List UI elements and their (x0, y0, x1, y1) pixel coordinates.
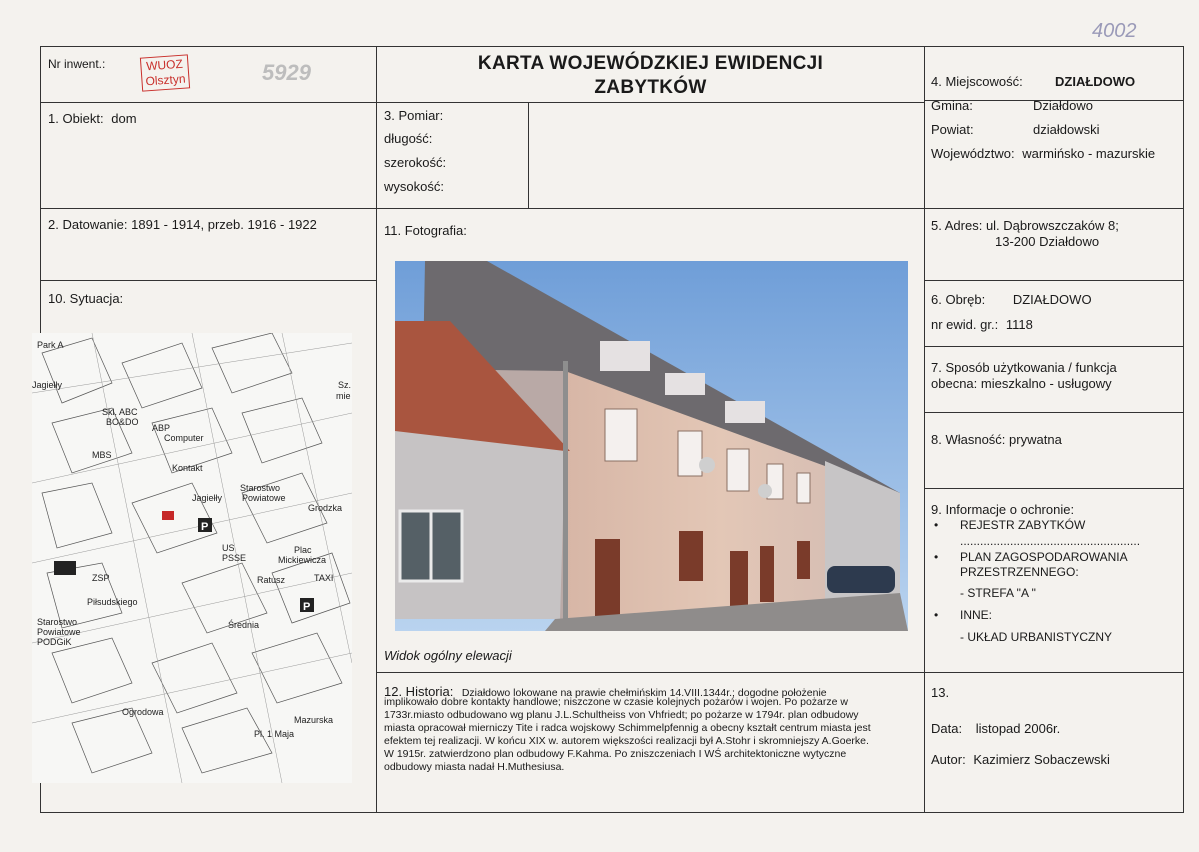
history-line-2: implikowało dobre kontakty handlowe; niszczone w czasie kolejnych pożarów i wojen. Po pożarze w (384, 696, 848, 708)
frame-right (1183, 46, 1184, 813)
map-label-22: Mazurska (294, 715, 334, 725)
map-label-28: Jagiełły (192, 493, 223, 503)
frame-bottom (40, 812, 1184, 813)
map-label-13: Ratusz (257, 575, 286, 585)
map-label-17: ZSP (92, 573, 110, 583)
ownership-value: prywatna (1009, 432, 1062, 447)
history-line-3: 1733r.miasto odbudowano wg planu J.L.Schultheiss von Vhfriedt; po pożarze w 1794r. plan odbudowy (384, 709, 859, 721)
plot-value: 1118 (1005, 317, 1033, 332)
measurement-block (384, 108, 446, 203)
history-line-4: miasta opracował mierniczy Tite i radca wojskowy Schimmelpfennig a obecny kształt centrum miasta jest (384, 722, 871, 734)
map-label-18: Piłsudskiego (87, 597, 138, 607)
protection-item-2-sub: - STREFA "A " (960, 586, 1036, 600)
map-label-10: Powiatowe (242, 493, 286, 503)
title-line-1: KARTA WOJEWÓDZKIEJ EWIDENCJI (477, 53, 824, 74)
protection-label: 9. Informacje o ochronie: (931, 502, 1075, 517)
inventory-label: Nr inwent.: (48, 57, 106, 71)
usage-line-1: 7. Sposób użytkowania / funkcja (931, 360, 1117, 375)
map-label-19: Starostwo (37, 617, 78, 627)
history-label: 12. Historia: (384, 684, 454, 699)
length-label: długość: (384, 131, 433, 146)
row-line-2 (40, 208, 1184, 209)
woj-value: warmińsko - mazurskie (1022, 146, 1156, 161)
width-label: szerokość: (384, 155, 447, 170)
dating-value: 1891 - 1914, przeb. 1916 - 1922 (131, 217, 317, 232)
address-block (931, 218, 1119, 250)
usage-block (931, 360, 1117, 392)
usage-value: mieszkalno - usługowy (980, 376, 1112, 391)
map-label-7: MBS (92, 450, 112, 460)
facade-photo (395, 261, 908, 631)
date-value: listopad 2006r. (975, 721, 1061, 736)
map-label-23: Pl. 1 Maja (254, 729, 295, 739)
map-label-6: Computer (164, 433, 204, 443)
row-line-5r (924, 412, 1184, 413)
map-label-9: Starostwo (240, 483, 281, 493)
map-label-27: Grodzka (308, 503, 343, 513)
inventory-number: 5929 (262, 60, 311, 85)
protection-item-3-sub: - UKŁAD URBANISTYCZNY (960, 630, 1113, 644)
woj-label: Województwo: (931, 146, 1015, 161)
protection-list (960, 518, 1180, 645)
protection-item-3-text: INNE: (960, 608, 993, 622)
map-label-24: Ogrodowa (122, 707, 164, 717)
archive-number: 4002 (1092, 20, 1137, 42)
map-label-12: Mickiewicza (278, 555, 327, 565)
powiat-label: Powiat: (931, 122, 974, 137)
gmina-label: Gmina: (931, 98, 973, 113)
map-label-1: Park A (37, 340, 64, 350)
usage-label: obecna: (931, 376, 978, 391)
row-line-3 (40, 280, 377, 281)
protection-item-2-line-2: PRZESTRZENNEGO: (960, 565, 1079, 579)
frame-top (40, 46, 1184, 47)
date-field (931, 721, 1060, 737)
row-line-1 (40, 102, 925, 103)
photo-label: 11. Fotografia: (384, 223, 467, 238)
svg-text:P: P (303, 601, 311, 613)
dating-label: 2. Datowanie: (48, 217, 128, 232)
stamp-line-2: Olsztyn (145, 71, 186, 89)
address-label: 5. Adres: (931, 218, 983, 233)
history-line-6: W 1915r. zatwierdzono plan odbudowy F.Kahma. Po zniszczeniach I WŚ architektoniczne wytyczne (384, 748, 847, 760)
location-block (931, 74, 1181, 170)
row-line-3r (924, 280, 1184, 281)
divider-col1 (376, 46, 377, 813)
precinct-label: 6. Obręb: (931, 292, 986, 307)
protection-item-2-line-1: • PLAN ZAGOSPODAROWANIA (960, 550, 1128, 564)
map-label-25: Sz. (338, 380, 352, 390)
situation-label: 10. Sytuacja: (48, 291, 124, 306)
powiat-value: działdowski (1033, 122, 1100, 137)
protection-dots: ...................................................... (960, 534, 1141, 548)
stamp-line-1: WUOZ (145, 56, 184, 74)
address-line-1: ul. Dąbrowszczaków 8; (985, 218, 1119, 233)
ownership-field (931, 432, 1062, 448)
object-label: 1. Obiekt: (48, 111, 104, 126)
map-label-16: PSSE (222, 553, 247, 563)
wuoz-stamp (140, 54, 190, 91)
map-label-14: TAXI (314, 573, 334, 583)
gmina-value: Działdowo (1033, 98, 1093, 113)
row-line-7 (376, 672, 1184, 673)
title-line-2: ZABYTKÓW (594, 77, 707, 98)
divider-measure (528, 102, 529, 208)
protection-item-register (960, 518, 1180, 534)
object-field (48, 111, 137, 127)
precinct-value: DZIAŁDOWO (1012, 292, 1092, 307)
map-label-29: Średnia (228, 620, 260, 630)
row-line-4r (924, 346, 1184, 347)
dating-field (48, 217, 317, 233)
author-field (931, 752, 1110, 768)
map-label-26: mie (336, 391, 351, 401)
history-line-1: Działdowo lokowane na prawie chełmińskim 14.VIII.1344r.; dogodne położenie (461, 687, 827, 699)
history-line-7: odbudowy miasta nadał H.Muthesiusa. (384, 761, 565, 773)
precinct-block (931, 292, 1092, 333)
map-label-15: US (222, 543, 235, 553)
location-value: DZIAŁDOWO (1055, 74, 1136, 89)
protection-item-1-text: REJESTR ZABYTKÓW (960, 518, 1086, 532)
author-value: Kazimierz Sobaczewski (973, 752, 1110, 767)
map-label-2: Jagiełły (32, 380, 63, 390)
author-label: Autor: (931, 752, 966, 767)
map-label-11: Plac (294, 545, 312, 555)
history-block (384, 683, 920, 774)
history-line-5: efektem tej realizacji. W końcu XIX w. autorem większości realizacji był A.Stohr i skromniejszy A.Goerke. (384, 735, 869, 747)
map-label-20: Powiatowe (37, 627, 81, 637)
section-13-label: 13. (931, 685, 950, 700)
date-label: Data: (931, 721, 963, 736)
svg-text:P: P (201, 521, 209, 533)
plot-label: nr ewid. gr.: (931, 317, 999, 332)
object-value: dom (111, 111, 137, 126)
row-line-6r (924, 488, 1184, 489)
page-title (377, 52, 924, 100)
divider-col3 (924, 46, 925, 813)
situation-map (32, 333, 352, 783)
photo-caption: Widok ogólny elewacji (384, 648, 512, 663)
map-label-21: PODGiK (37, 637, 72, 647)
address-line-2: 13-200 Działdowo (995, 234, 1100, 249)
protection-item-plan (960, 550, 1180, 580)
ownership-label: 8. Własność: (931, 432, 1006, 447)
protection-item-other (960, 608, 1180, 630)
map-label-8: Kontakt (172, 463, 203, 473)
map-label-5: ABP (152, 423, 171, 433)
map-label-3: Skl. ABC (102, 407, 138, 417)
height-label: wysokość: (384, 179, 444, 194)
location-label: 4. Miejscowość: (931, 74, 1023, 89)
measurement-label: 3. Pomiar: (384, 108, 444, 123)
map-label-4: BO&DO (106, 417, 139, 427)
